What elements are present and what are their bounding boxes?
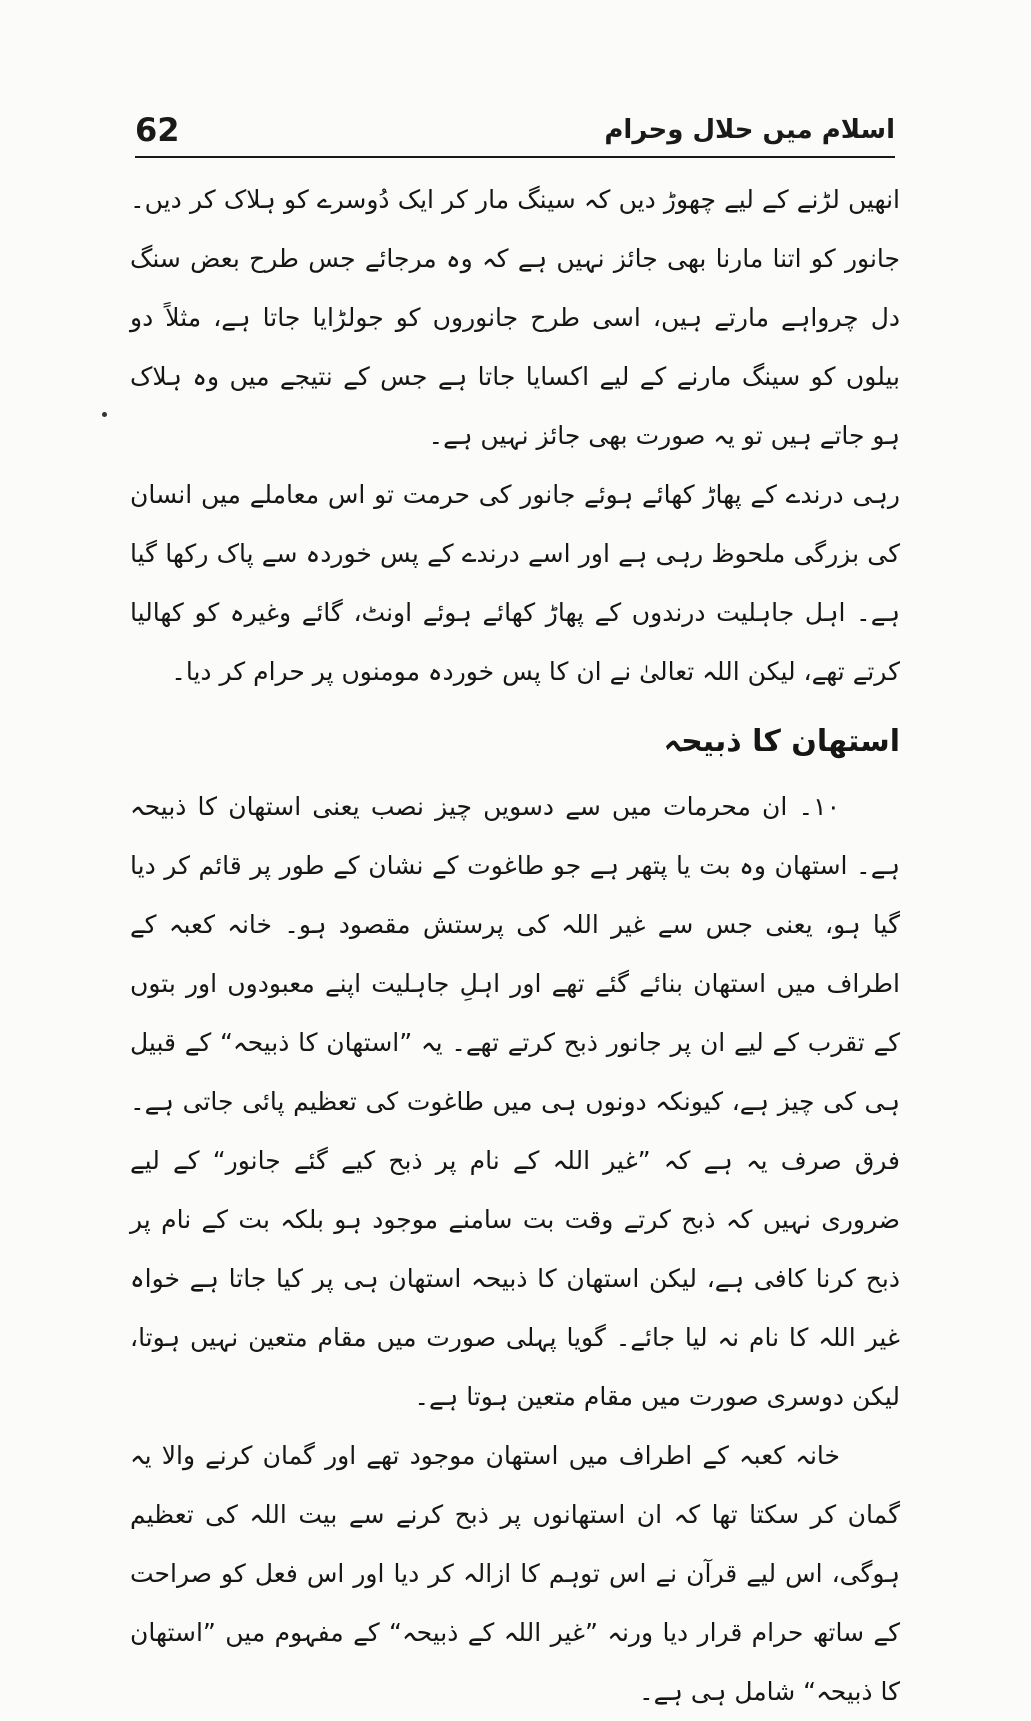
paragraph: خانہ کعبہ کے اطراف میں استھان موجود تھے اور گمان کرنے والا یہ گمان کر سکتا تھا کہ ان استھانوں پر ذبح کرنے سے بیت اللہ کی تعظیم ہوگی، اس لیے قرآن نے اس توہم کا ازالہ کر دیا اور اس فعل کو صراحت کے ساتھ حرام قرار دیا ورنہ ”غیر اللہ کے ذبیحہ“ کے مفہوم میں ”استھان کا ذبیحہ“ شامل ہی ہے۔ bbox=[130, 1441, 900, 1706]
header-rule bbox=[135, 156, 895, 158]
page-body bbox=[130, 170, 900, 1721]
page-header bbox=[135, 110, 895, 156]
margin-dot bbox=[102, 412, 107, 417]
page-number: 62 bbox=[135, 111, 180, 149]
section-heading: استھان کا ذبیحہ bbox=[663, 724, 900, 759]
paragraph: انھیں لڑنے کے لیے چھوڑ دیں کہ سینگ مار کر ایک دُوسرے کو ہلاک کر دیں۔ جانور کو اتنا مارنا بھی جائز نہیں ہے کہ وہ مرجائے جس طرح بعض سنگ دل چرواہے مارتے ہیں، اسی طرح جانوروں کو جولڑایا جاتا ہے، مثلاً دو بیلوں کو سینگ مارنے کے لیے اکسایا جاتا ہے جس کے نتیجے میں وہ ہلاک ہو جاتے ہیں تو یہ صورت بھی جائز نہیں ہے۔ bbox=[130, 185, 900, 450]
running-title: اسلام میں حلال وحرام bbox=[604, 115, 895, 145]
paragraph: رہی درندے کے پھاڑ کھائے ہوئے جانور کی حرمت تو اس معاملے میں انسان کی بزرگی ملحوظ رہی ہے اور اسے درندے کے پس خوردہ سے پاک رکھا گیا ہے۔ اہل جاہلیت درندوں کے پھاڑ کھائے ہوئے اونٹ، گائے وغیرہ کو کھالیا کرتے تھے، لیکن اللہ تعالیٰ نے ان کا پس خوردہ مومنوں پر حرام کر دیا۔ bbox=[130, 480, 900, 686]
paragraph: ١٠۔ ان محرمات میں سے دسویں چیز نصب یعنی استھان کا ذبیحہ ہے۔ استھان وہ بت یا پتھر ہے جو طاغوت کے نشان کے طور پر قائم کر دیا گیا ہو، یعنی جس سے غیر اللہ کی پرستش مقصود ہو۔ خانہ کعبہ کے اطراف میں استھان بنائے گئے تھے اور اہلِ جاہلیت اپنے معبودوں اور بتوں کے تقرب کے لیے ان پر جانور ذبح کرتے تھے۔ یہ ”استھان کا ذبیحہ“ کے قبیل ہی کی چیز ہے، کیونکہ دونوں ہی میں طاغوت کی تعظیم پائی جاتی ہے۔ فرق صرف یہ ہے کہ ”غیر اللہ کے نام پر ذبح کیے گئے جانور“ کے لیے ضروری نہیں کہ ذبح کرتے وقت بت سامنے موجود ہو بلکہ بت کے نام پر ذبح کرنا کافی ہے، لیکن استھان کا ذبیحہ استھان ہی پر کیا جاتا ہے خواہ غیر اللہ کا نام نہ لیا جائے۔ گویا پہلی صورت میں مقام متعین نہیں ہوتا، لیکن دوسری صورت میں مقام متعین ہوتا ہے۔ bbox=[130, 792, 900, 1411]
